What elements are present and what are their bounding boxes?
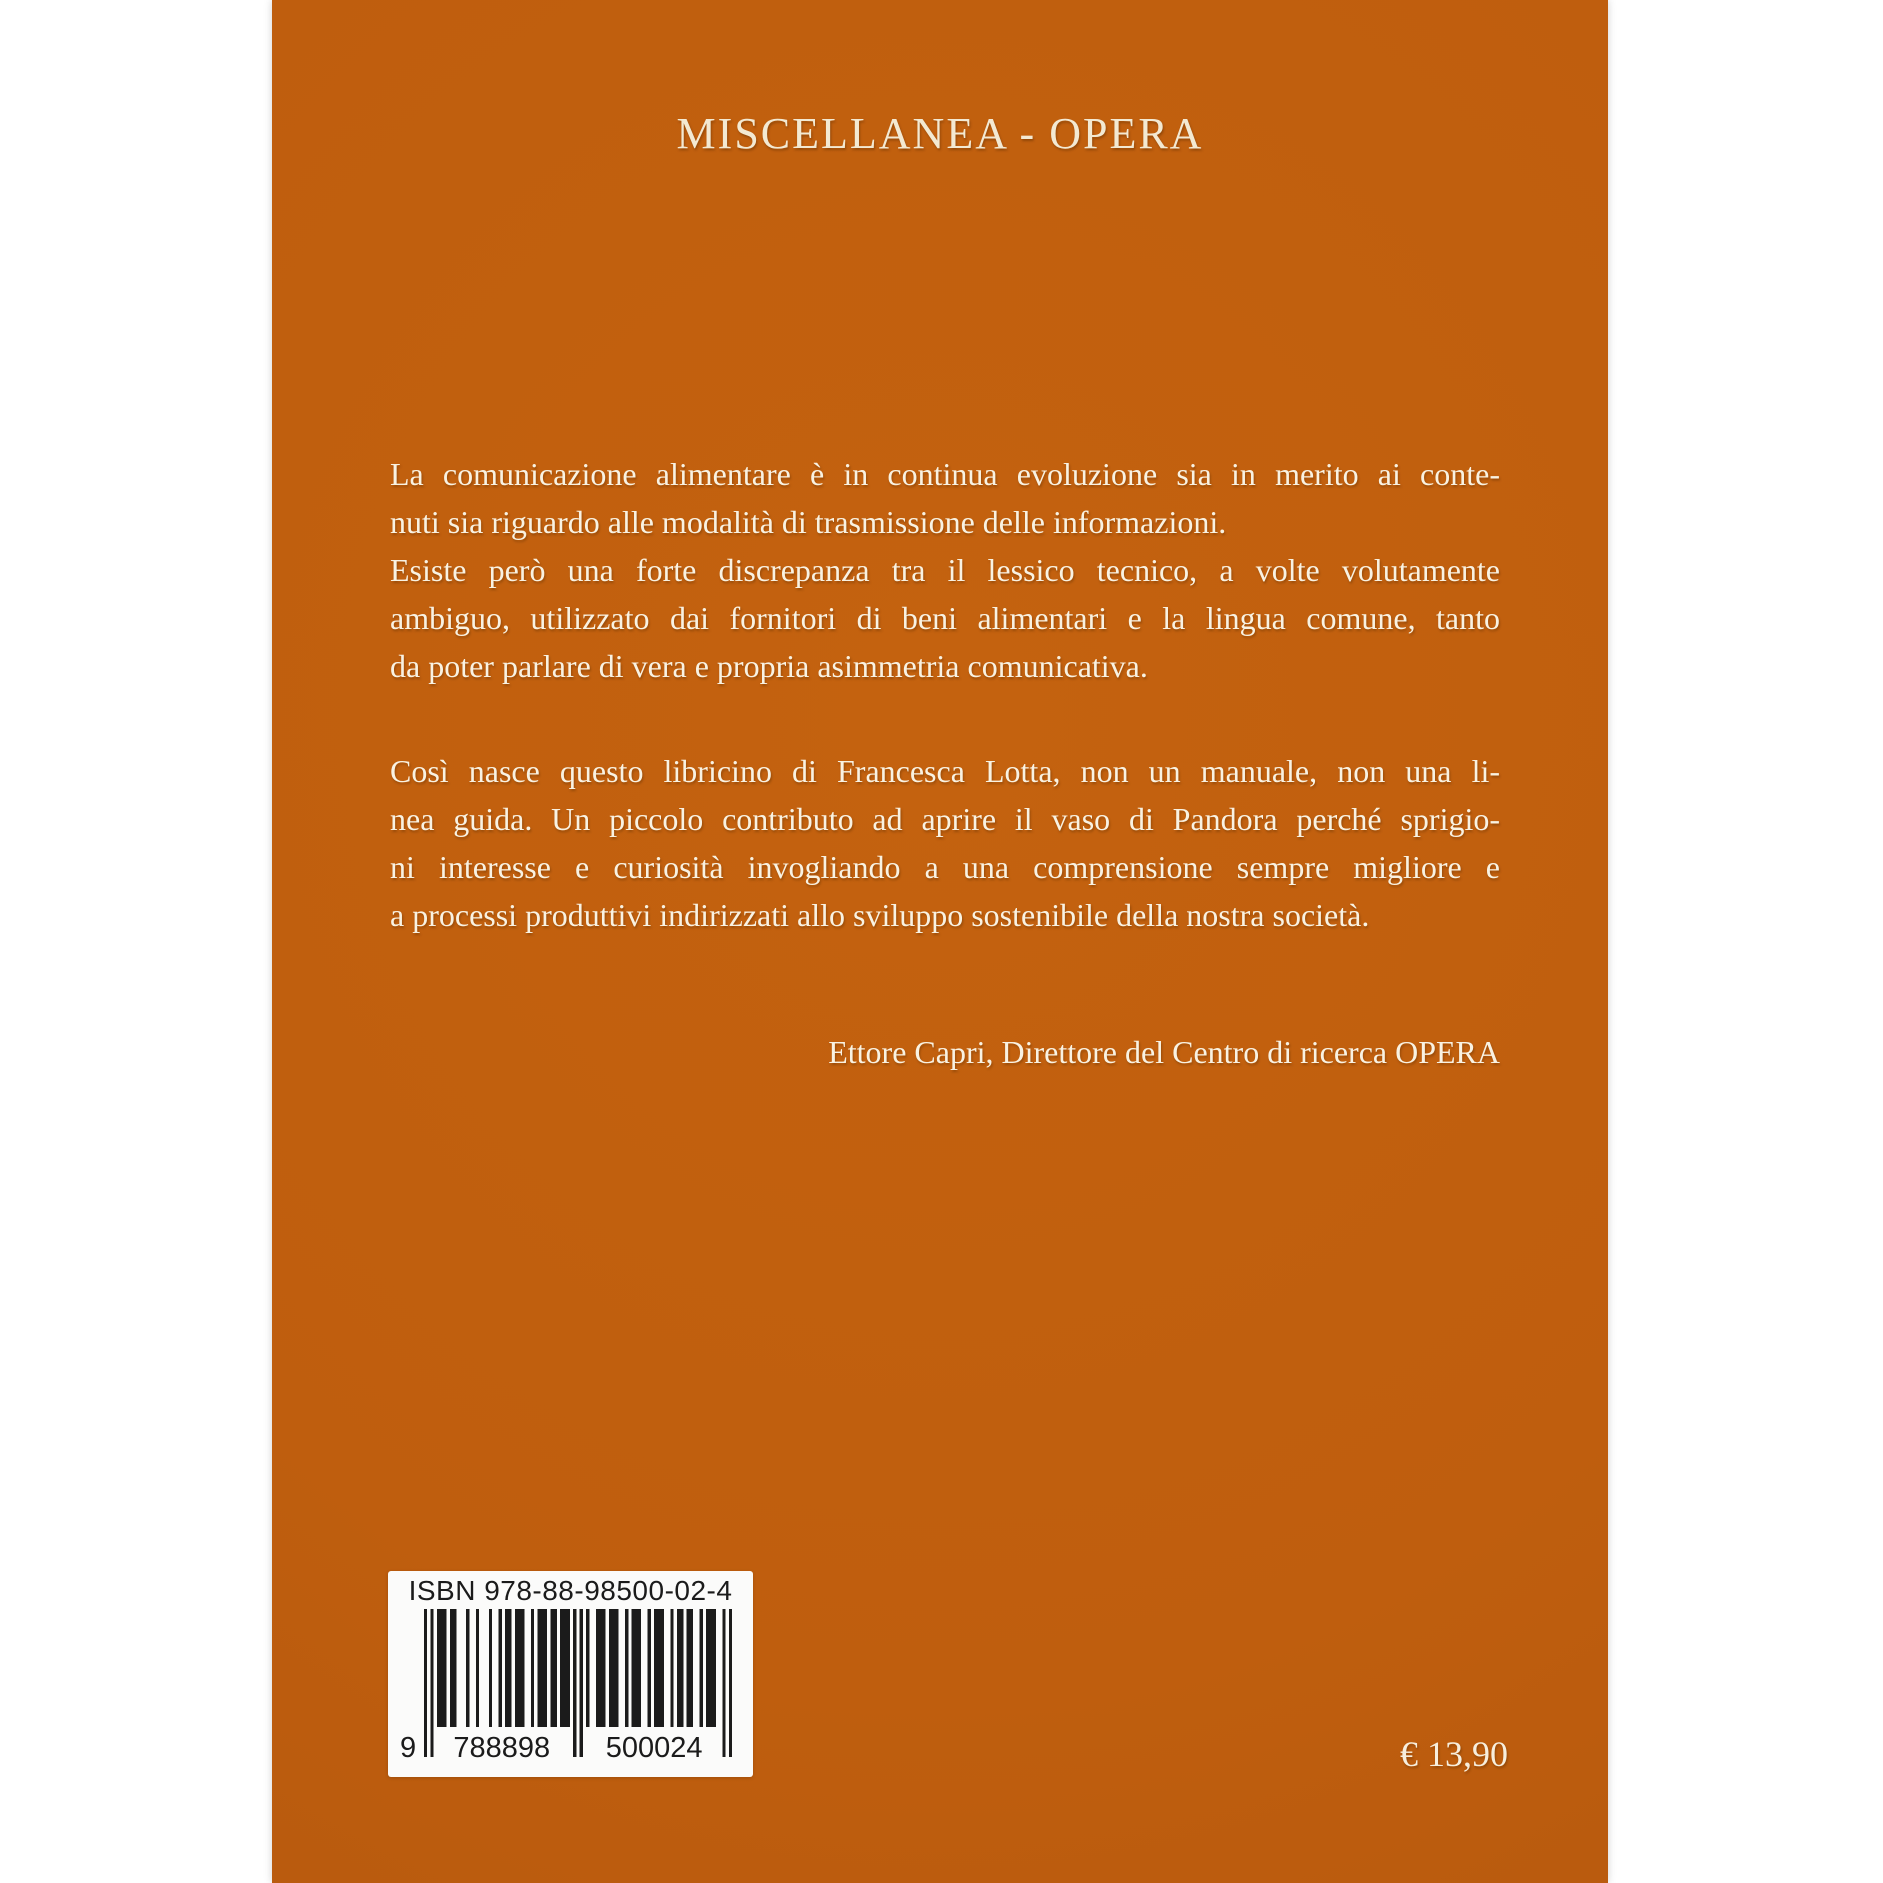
book-back-cover: [272, 0, 1608, 1883]
barcode-digits-left: 788898: [453, 1732, 551, 1764]
blurb-paragraph-1: [390, 450, 1500, 690]
blurb-line: Esiste però una forte discrepanza tra il lessico tecnico, a volte volutamente: [390, 552, 1500, 588]
blurb-line: nuti sia riguardo alle modalità di trasmissione delle informazioni.: [390, 504, 1227, 540]
blurb-line: ambiguo, utilizzato dai fornitori di beni alimentari e la lingua comune, tanto: [390, 600, 1500, 636]
ean13-barcode: [400, 1609, 732, 1764]
price-label: € 13,90: [1400, 1734, 1508, 1774]
blurb-line: da poter parlare di vera e propria asimmetria comunicativa.: [390, 648, 1148, 684]
blurb-paragraph-2: [390, 747, 1500, 939]
blurb-line: nea guida. Un piccolo contributo ad aprire il vaso di Pandora perché sprigio-: [390, 801, 1500, 837]
barcode-digits-right: 500024: [605, 1732, 703, 1764]
barcode-panel: [388, 1571, 753, 1777]
blurb-line: ni interesse e curiosità invogliando a una comprensione sempre migliore e: [390, 849, 1500, 885]
barcode-digit-first: 9: [400, 1732, 417, 1764]
blurb-line: Così nasce questo libricino di Francesca Lotta, non un manuale, non una li-: [390, 753, 1500, 789]
attribution-line: Ettore Capri, Direttore del Centro di ricerca OPERA: [828, 1034, 1500, 1070]
blurb-line: a processi produttivi indirizzati allo sviluppo sostenibile della nostra società.: [390, 897, 1370, 933]
blurb-line: La comunicazione alimentare è in continua evoluzione sia in merito ai conte-: [390, 456, 1500, 492]
isbn-label: ISBN 978-88-98500-02-4: [408, 1575, 733, 1606]
series-title: MISCELLANEA - OPERA: [676, 109, 1204, 158]
